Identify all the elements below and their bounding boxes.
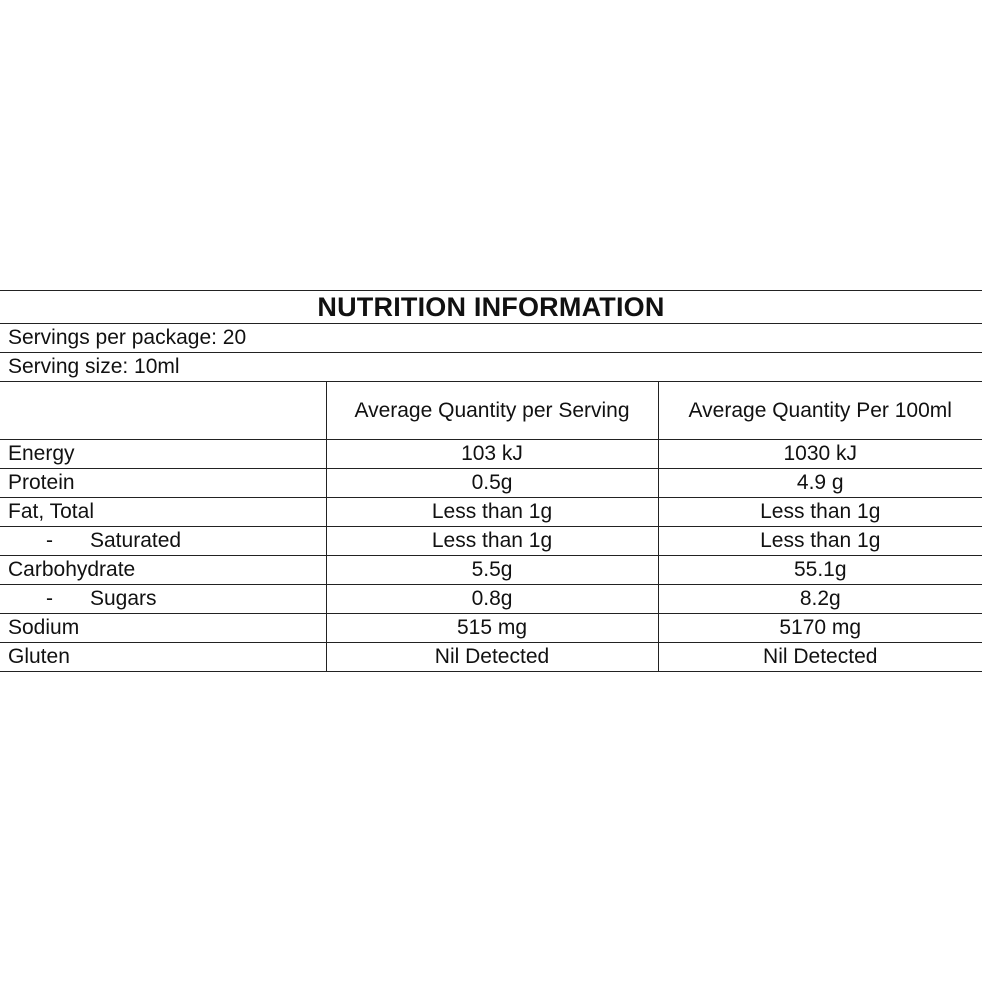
- table-row: [0, 614, 982, 643]
- per-100ml-value: Less than 1g: [658, 527, 982, 556]
- servings-per-package: Servings per package: 20: [0, 324, 982, 353]
- nutrient-label: Sugars: [90, 587, 157, 610]
- per-100ml-value: 1030 kJ: [658, 440, 982, 469]
- nutrition-panel: [0, 290, 982, 672]
- nutrient-label-cell: [0, 614, 326, 643]
- nutrient-label-cell: [0, 556, 326, 585]
- table-row: [0, 498, 982, 527]
- nutrient-label-cell: [0, 585, 326, 614]
- nutrient-label-cell: [0, 440, 326, 469]
- header-per-100ml: Average Quantity Per 100ml: [658, 382, 982, 440]
- per-100ml-value: 8.2g: [658, 585, 982, 614]
- per-serving-value: 103 kJ: [326, 440, 658, 469]
- per-serving-value: Less than 1g: [326, 527, 658, 556]
- per-serving-value: 0.8g: [326, 585, 658, 614]
- nutrient-label-cell: [0, 498, 326, 527]
- nutrient-label: Protein: [8, 471, 75, 494]
- per-serving-value: 5.5g: [326, 556, 658, 585]
- table-row: [0, 469, 982, 498]
- nutrient-label: Sodium: [8, 616, 80, 639]
- nutrient-label: Carbohydrate: [8, 558, 136, 581]
- nutrient-label: Saturated: [90, 529, 182, 552]
- table-row: [0, 556, 982, 585]
- header-empty-cell: [0, 382, 326, 440]
- table-row: [0, 585, 982, 614]
- nutrient-label: Energy: [8, 442, 75, 465]
- per-100ml-value: 55.1g: [658, 556, 982, 585]
- header-per-serving: Average Quantity per Serving: [326, 382, 658, 440]
- per-serving-value: Nil Detected: [326, 643, 658, 672]
- table-row: [0, 643, 982, 672]
- table-row: [0, 440, 982, 469]
- nutrient-label-cell: [0, 527, 326, 556]
- per-100ml-value: Less than 1g: [658, 498, 982, 527]
- nutrient-label-cell: [0, 469, 326, 498]
- table-header-row: [0, 382, 982, 440]
- nutrient-label: Gluten: [8, 645, 70, 668]
- nutrient-label: Fat, Total: [8, 500, 94, 523]
- sub-item-dash: -: [46, 529, 53, 552]
- per-100ml-value: 4.9 g: [658, 469, 982, 498]
- nutrient-label-cell: [0, 643, 326, 672]
- per-100ml-value: 5170 mg: [658, 614, 982, 643]
- per-serving-value: Less than 1g: [326, 498, 658, 527]
- sub-item-dash: -: [46, 587, 53, 610]
- per-100ml-value: Nil Detected: [658, 643, 982, 672]
- table-row: [0, 527, 982, 556]
- panel-title: NUTRITION INFORMATION: [0, 290, 982, 324]
- per-serving-value: 515 mg: [326, 614, 658, 643]
- serving-size: Serving size: 10ml: [0, 353, 982, 382]
- per-serving-value: 0.5g: [326, 469, 658, 498]
- nutrition-table: [0, 382, 982, 672]
